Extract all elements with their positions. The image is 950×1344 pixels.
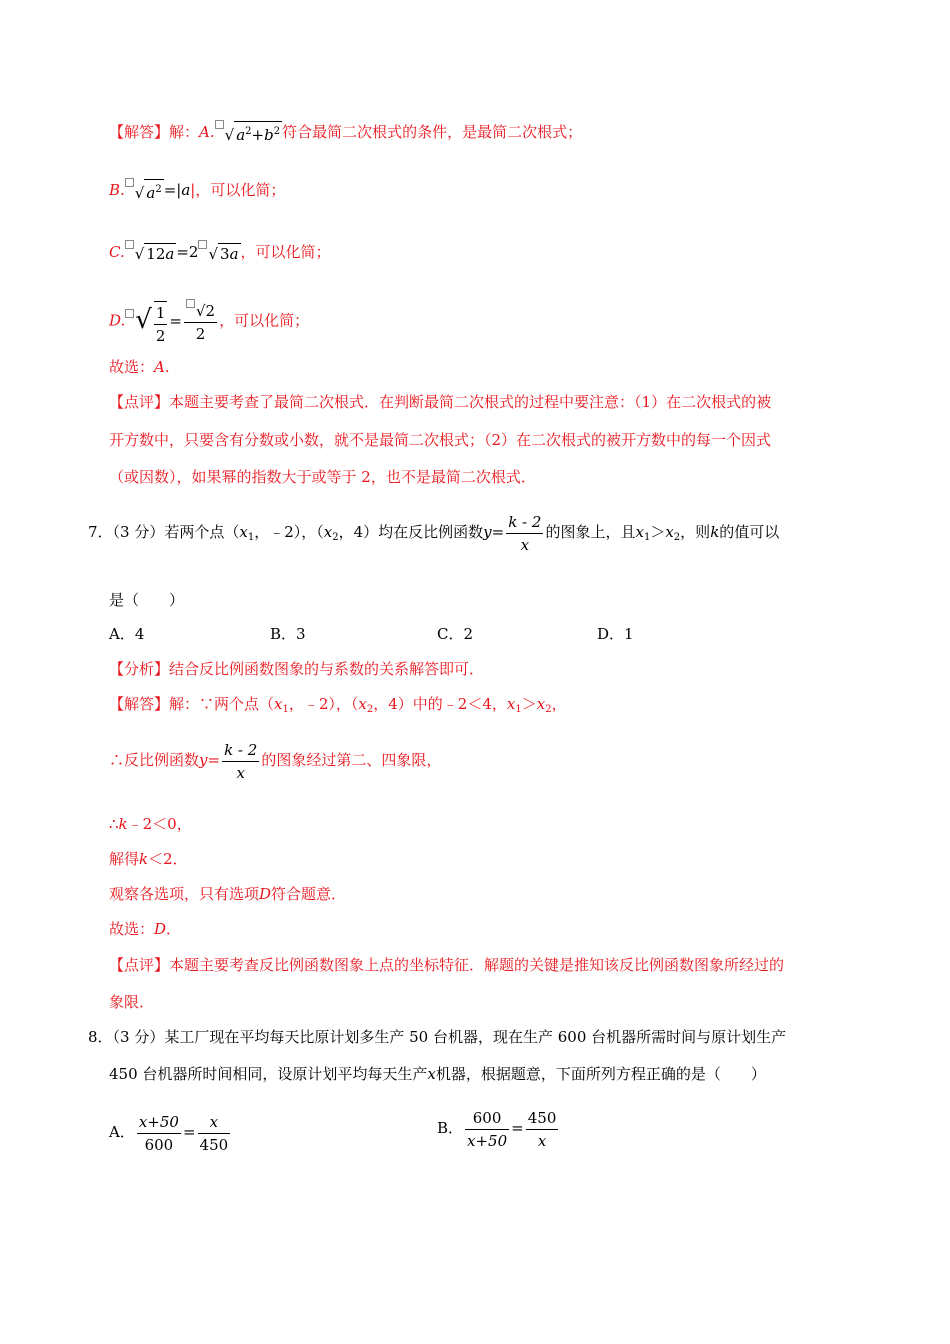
q8-option-a[interactable]: A． $\frac{x+50}{600}$ = $\frac{x}{450}$ xyxy=(109,1112,229,1154)
q7-comment-line-2: 象限． xyxy=(109,993,155,1011)
q7-comment-line-1: 【点评】本题主要考查反比例函数图象上点的坐标特征．解题的关键是推知该反比例函数图象所经过的 xyxy=(109,956,785,974)
q7-option-a[interactable]: A．4 xyxy=(109,625,145,643)
q7-solution-line-1: 【解答】解：∵两个点（$x_1$，﹣2），（$x_2$，4）中的﹣2＜4，$x_1>x_2$， xyxy=(109,695,567,715)
q7-solution-line-4: 解得k＜2． xyxy=(109,850,188,868)
function-fraction: $\frac{k - 2}{x}$ xyxy=(508,512,542,554)
q6-solution-line-d: D. √ $\frac{1}{2}$ = $\frac{√2}{2}$ ，可以化简； xyxy=(109,296,309,347)
q7-option-c[interactable]: C．2 xyxy=(437,625,474,643)
placeholder-box-icon xyxy=(215,120,224,129)
comment-label: 【点评】 xyxy=(109,956,170,974)
placeholder-box-icon xyxy=(125,178,134,187)
q7-solution-line-2: ∴反比例函数y= $\frac{k - 2}{x}$ 的图象经过第二、四象限， xyxy=(109,740,442,782)
function-fraction: $\frac{k - 2}{x}$ xyxy=(224,740,258,782)
question-number: 7． xyxy=(88,523,113,541)
q7-solution-line-3: ∴k﹣2＜0， xyxy=(109,815,192,833)
solution-label: 【解答】 xyxy=(109,695,170,713)
q7-choice: 故选：D． xyxy=(109,920,182,938)
q7-option-b[interactable]: B．3 xyxy=(270,625,306,643)
q8-stem-line-2: 450 台机器所时间相同，设原计划平均每天生产x机器，根据题意，下面所列方程正确的是（ ） xyxy=(109,1065,766,1083)
q8-option-b[interactable]: B． $\frac{600}{x+50}$ = $\frac{450}{x}$ xyxy=(437,1108,557,1150)
analysis-label: 【分析】 xyxy=(109,660,170,678)
solution-label: 【解答】 xyxy=(109,123,170,141)
comment-label: 【点评】 xyxy=(109,393,170,411)
q7-solution-line-5: 观察各选项，只有选项D符合题意． xyxy=(109,885,347,903)
question-number: 8． xyxy=(88,1028,113,1046)
q6-solution-line-b: B. √ $a^2 =|a|$，可以化简； xyxy=(109,178,285,203)
q6-choice: 故选：A. xyxy=(109,358,170,376)
placeholder-box-icon xyxy=(186,299,195,308)
q7-stem-line-1: 7．（3 分）若两个点（$x_1$，﹣2），（$x_2$，4）均在反比例函数y= $\frac{k - 2}{x}$ 的图象上，且$x_1>x_2$，则k的值可以 xyxy=(88,512,780,554)
placeholder-box-icon xyxy=(125,309,134,318)
sqrt-expression: √ $a^2$ xyxy=(135,179,164,203)
q8-stem-line-1: 8．（3 分）某工厂现在平均每天比原计划多生产 50 台机器，现在生产 600 台机器所需时间与原计划生产 xyxy=(88,1028,787,1046)
q6-comment-line-2: 开方数中，只要含有分数或小数，就不是最简二次根式；（2）在二次根式的被开方数中的每一个因式 xyxy=(109,431,772,449)
q6-solution-line-a: 【解答】解：A. √ $a^2+b^2$ 符合最简二次根式的条件，是最简二次根式； xyxy=(109,120,582,145)
q6-comment-line-3: （或因数），如果幂的指数大于或等于 2，也不是最简二次根式． xyxy=(109,468,536,486)
placeholder-box-icon xyxy=(198,240,207,249)
q7-option-d[interactable]: D．1 xyxy=(597,625,634,643)
placeholder-box-icon xyxy=(125,240,134,249)
q6-comment-line-1: 【点评】本题主要考查了最简二次根式．在判断最简二次根式的过程中要注意：（1）在二次根式的被 xyxy=(109,393,772,411)
q6-solution-line-c: C. √ 12a =2 √ 3a ，可以化简； xyxy=(109,240,331,264)
q7-analysis: 【分析】结合反比例函数图象的与系数的关系解答即可． xyxy=(109,660,485,678)
q7-stem-line-2: 是（ ） xyxy=(109,591,185,609)
sqrt-expression: √ $a^2+b^2$ xyxy=(225,121,282,145)
